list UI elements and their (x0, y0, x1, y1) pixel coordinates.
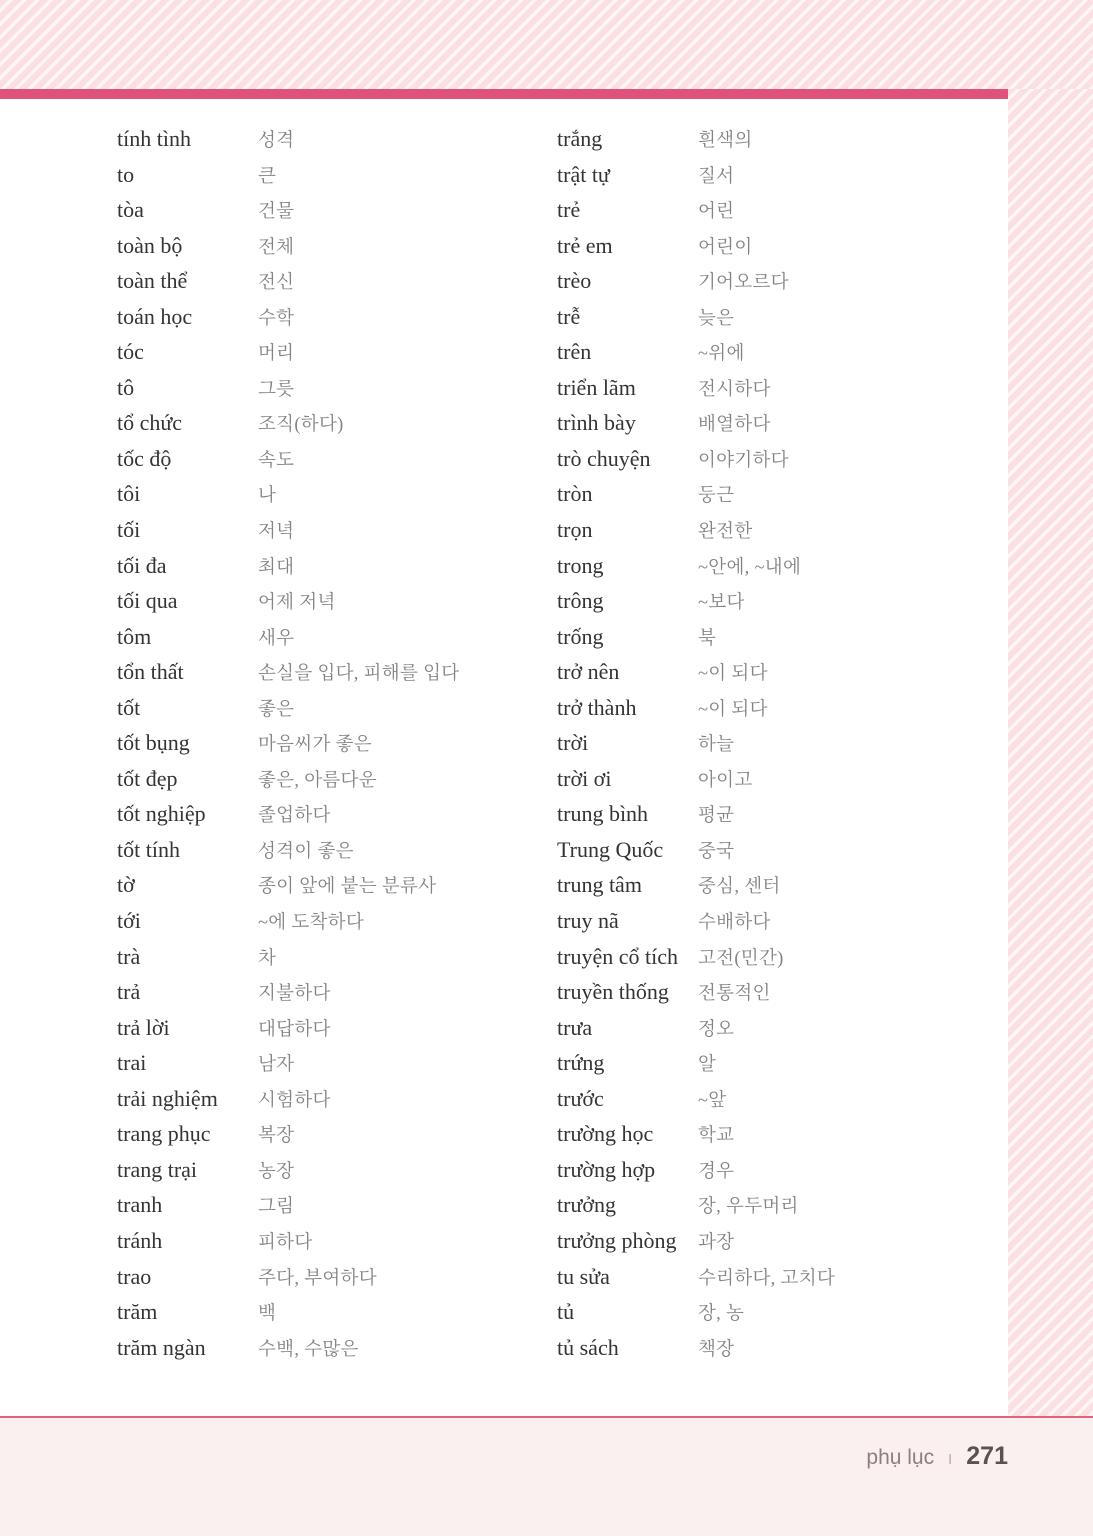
korean-meaning: 흰색의 (698, 131, 753, 151)
korean-meaning: 둥근 (698, 486, 735, 507)
korean-meaning: 배열하다 (698, 415, 771, 436)
glossary-entry (117, 339, 537, 375)
vietnamese-word: tốt nghiệp (117, 801, 206, 827)
vietnamese-word: tôi (117, 481, 141, 507)
korean-meaning: 대답하다 (258, 1019, 331, 1040)
vietnamese-word: trật tự (557, 161, 610, 187)
korean-meaning: 전체 (258, 237, 295, 258)
korean-meaning: 졸업하다 (258, 806, 331, 827)
vietnamese-word: trễ (557, 303, 581, 329)
vietnamese-word: tổ chức (117, 410, 183, 436)
korean-meaning: 지불하다 (258, 984, 331, 1005)
korean-meaning: 나 (258, 486, 277, 507)
korean-meaning: 손실을 입다, 피해를 입다 (258, 664, 460, 685)
glossary-entry (117, 1157, 537, 1193)
korean-meaning: 경우 (698, 1161, 735, 1182)
glossary-entry (557, 1050, 1008, 1086)
korean-meaning: 성격이 좋은 (258, 841, 354, 862)
glossary-entry (557, 197, 1008, 233)
vietnamese-word: tờ (117, 872, 135, 898)
vietnamese-word: trung bình (557, 801, 649, 827)
glossary-entry (117, 197, 537, 233)
glossary-entry (557, 126, 1008, 162)
glossary-entry (557, 695, 1008, 731)
korean-meaning: 속도 (258, 450, 295, 471)
vietnamese-word: trắng (557, 126, 603, 151)
korean-meaning: 정오 (698, 1019, 735, 1040)
korean-meaning: 좋은 (258, 699, 295, 720)
korean-meaning: 큰 (258, 166, 277, 187)
glossary-entry (557, 1086, 1008, 1122)
glossary-entry (557, 375, 1008, 411)
glossary-entry (117, 801, 537, 837)
vietnamese-word: triển lãm (557, 374, 636, 400)
korean-meaning: 중심, 센터 (698, 877, 781, 898)
vietnamese-word: truyện cổ tích (557, 943, 678, 969)
glossary-entry (117, 268, 537, 304)
vietnamese-word: truy nã (557, 908, 619, 934)
footer-text (866, 1442, 1008, 1471)
korean-meaning: ~이 되다 (698, 664, 768, 685)
glossary-entry (117, 1086, 537, 1122)
korean-meaning: 전신 (258, 273, 295, 294)
glossary-entry (557, 410, 1008, 446)
korean-meaning: ~이 되다 (698, 699, 768, 720)
korean-meaning: ~안에, ~내에 (698, 557, 802, 578)
korean-meaning: 수리하다, 고치다 (698, 1268, 836, 1289)
glossary-entry (557, 268, 1008, 304)
vietnamese-word: trường hợp (557, 1156, 656, 1182)
vietnamese-word: trong (557, 552, 604, 578)
korean-meaning: 복장 (258, 1126, 295, 1147)
glossary-entry (557, 908, 1008, 944)
korean-meaning: 기어오르다 (698, 273, 789, 294)
korean-meaning: 수배하다 (698, 913, 771, 934)
vietnamese-word: trao (117, 1263, 152, 1289)
glossary-entry (117, 944, 537, 980)
vietnamese-word: trải nghiệm (117, 1085, 218, 1111)
glossary-entry (117, 233, 537, 269)
top-stripe-band (0, 0, 1093, 89)
korean-meaning: 조직(하다) (258, 415, 344, 436)
vietnamese-word: trở nên (557, 659, 620, 685)
korean-meaning: 장, 농 (698, 1304, 745, 1325)
glossary-entry (557, 446, 1008, 482)
footer-section-label: phụ lục (866, 1446, 935, 1469)
glossary-entry (117, 979, 537, 1015)
glossary-entry (117, 517, 537, 553)
glossary-entry (117, 1228, 537, 1264)
glossary-entry (557, 659, 1008, 695)
glossary-entry (557, 944, 1008, 980)
korean-meaning: 백 (258, 1304, 277, 1325)
vietnamese-word: tóc (117, 339, 144, 365)
korean-meaning: 머리 (258, 344, 295, 365)
vietnamese-word: tốt (117, 694, 141, 720)
korean-meaning: 북 (698, 628, 717, 649)
vietnamese-word: trung tâm (557, 872, 642, 898)
korean-meaning: 마음씨가 좋은 (258, 735, 372, 756)
korean-meaning: 종이 앞에 붙는 분류사 (258, 877, 437, 898)
vietnamese-word: tranh (117, 1192, 163, 1218)
korean-meaning: 그릇 (258, 379, 295, 400)
glossary-entry (557, 1335, 1008, 1371)
glossary-entry (557, 588, 1008, 624)
vietnamese-word: Trung Quốc (557, 836, 664, 862)
page-number: 271 (966, 1442, 1008, 1470)
vietnamese-word: trả (117, 979, 141, 1005)
vietnamese-word: tô (117, 374, 135, 400)
glossary-entry (557, 304, 1008, 340)
vietnamese-word: tới (117, 908, 141, 934)
glossary-entry (117, 162, 537, 198)
korean-meaning: 시험하다 (258, 1090, 331, 1111)
glossary-entry (117, 1299, 537, 1335)
korean-meaning: 최대 (258, 557, 295, 578)
glossary-entry (117, 410, 537, 446)
glossary-entry (557, 553, 1008, 589)
glossary-column-right (557, 126, 1008, 1370)
glossary-entry (117, 730, 537, 766)
vietnamese-word: tròn (557, 481, 593, 507)
glossary-entry (557, 801, 1008, 837)
vietnamese-word: trống (557, 623, 604, 649)
korean-meaning: 어린이 (698, 237, 753, 258)
korean-meaning: 성격 (258, 131, 295, 151)
glossary-entry (557, 162, 1008, 198)
korean-meaning: 저녁 (258, 522, 295, 543)
korean-meaning: 주다, 부여하다 (258, 1268, 377, 1289)
glossary-entry (557, 1264, 1008, 1300)
vietnamese-word: trai (117, 1050, 147, 1076)
glossary-entry (557, 766, 1008, 802)
vietnamese-word: trang trại (117, 1156, 198, 1182)
glossary-entry (117, 659, 537, 695)
glossary-entry (557, 730, 1008, 766)
korean-meaning: 농장 (258, 1161, 295, 1182)
glossary-entry (557, 837, 1008, 873)
vietnamese-word: trẻ em (557, 232, 613, 258)
glossary-entry (117, 446, 537, 482)
vietnamese-word: trở thành (557, 694, 637, 720)
glossary-entry (117, 375, 537, 411)
glossary-entry (117, 872, 537, 908)
korean-meaning: 질서 (698, 166, 735, 187)
korean-meaning: 고전(민간) (698, 948, 784, 969)
vietnamese-word: tốt bụng (117, 730, 190, 756)
vietnamese-word: toàn bộ (117, 232, 183, 258)
korean-meaning: ~에 도착하다 (258, 913, 365, 934)
footer-separator: I (948, 1451, 952, 1468)
korean-meaning: 평균 (698, 806, 735, 827)
korean-meaning: 전통적인 (698, 984, 771, 1005)
korean-meaning: 이야기하다 (698, 450, 789, 471)
korean-meaning: 아이고 (698, 770, 753, 791)
vietnamese-word: tốt tính (117, 836, 180, 862)
korean-meaning: 책장 (698, 1339, 735, 1360)
korean-meaning: 새우 (258, 628, 295, 649)
korean-meaning: 수백, 수많은 (258, 1339, 359, 1360)
glossary-entry (557, 517, 1008, 553)
glossary-entry (117, 1192, 537, 1228)
korean-meaning: 좋은, 아름다운 (258, 770, 377, 791)
korean-meaning: 장, 우두머리 (698, 1197, 799, 1218)
korean-meaning: 건물 (258, 202, 295, 223)
glossary-entry (117, 588, 537, 624)
vietnamese-word: trứng (557, 1050, 605, 1076)
vietnamese-word: trăm ngàn (117, 1334, 206, 1360)
vietnamese-word: tính tình (117, 126, 191, 151)
vietnamese-word: trình bày (557, 410, 636, 436)
korean-meaning: 남자 (258, 1055, 295, 1076)
vietnamese-word: tòa (117, 197, 144, 223)
vietnamese-word: trưởng (557, 1192, 616, 1218)
vietnamese-word: tốc độ (117, 445, 172, 471)
accent-rule (0, 89, 1008, 99)
vietnamese-word: tốt đẹp (117, 765, 178, 791)
vietnamese-word: trường học (557, 1121, 654, 1147)
vietnamese-word: trời ơi (557, 765, 612, 791)
vietnamese-word: trưởng phòng (557, 1227, 677, 1253)
korean-meaning: ~위에 (698, 344, 745, 365)
vietnamese-word: trăm (117, 1299, 158, 1325)
glossary-entry (557, 1299, 1008, 1335)
glossary-entry (117, 695, 537, 731)
vietnamese-word: tủ (557, 1299, 575, 1325)
korean-meaning: 과장 (698, 1232, 735, 1253)
vietnamese-word: tối (117, 517, 141, 543)
footer-band (0, 1418, 1093, 1536)
glossary-entry (117, 837, 537, 873)
vietnamese-word: tủ sách (557, 1334, 619, 1360)
glossary-entry (117, 1050, 537, 1086)
vietnamese-word: trà (117, 943, 141, 969)
vietnamese-word: trèo (557, 268, 592, 294)
glossary-entry (117, 481, 537, 517)
vietnamese-word: tối qua (117, 588, 178, 614)
vietnamese-word: trọn (557, 517, 593, 543)
korean-meaning: 피하다 (258, 1232, 313, 1253)
vietnamese-word: tránh (117, 1227, 163, 1253)
korean-meaning: 늦은 (698, 308, 735, 329)
vietnamese-word: trưa (557, 1014, 593, 1040)
korean-meaning: ~보다 (698, 593, 745, 614)
glossary-entry (117, 126, 537, 162)
vietnamese-word: toàn thể (117, 268, 188, 294)
vietnamese-word: tối đa (117, 552, 167, 578)
korean-meaning: 알 (698, 1055, 717, 1076)
glossary-entry (557, 1157, 1008, 1193)
glossary-column-left (117, 126, 537, 1370)
korean-meaning: 전시하다 (698, 379, 771, 400)
glossary-entry (117, 1335, 537, 1371)
glossary-entry (557, 233, 1008, 269)
glossary-entry (557, 1015, 1008, 1051)
glossary-entry (117, 304, 537, 340)
korean-meaning: 그림 (258, 1197, 295, 1218)
korean-meaning: 차 (258, 948, 277, 969)
vietnamese-word: trên (557, 339, 592, 365)
vietnamese-word: tôm (117, 623, 152, 649)
vietnamese-word: to (117, 161, 135, 187)
vietnamese-word: trẻ (557, 197, 581, 223)
korean-meaning: 어제 저녁 (258, 593, 336, 614)
glossary-entry (557, 339, 1008, 375)
glossary-entry (117, 624, 537, 660)
vietnamese-word: trước (557, 1085, 604, 1111)
vietnamese-word: trò chuyện (557, 445, 651, 471)
korean-meaning: 완전한 (698, 522, 753, 543)
vietnamese-word: toán học (117, 303, 193, 329)
vietnamese-word: tu sửa (557, 1263, 610, 1289)
glossary-entry (557, 1121, 1008, 1157)
korean-meaning: 어린 (698, 202, 735, 223)
korean-meaning: 학교 (698, 1126, 735, 1147)
glossary-entry (557, 1192, 1008, 1228)
korean-meaning: 수학 (258, 308, 295, 329)
korean-meaning: ~앞 (698, 1090, 727, 1111)
right-stripe-band (1008, 89, 1093, 1416)
glossary-entry (117, 553, 537, 589)
vietnamese-word: truyền thống (557, 979, 669, 1005)
vietnamese-word: trả lời (117, 1014, 170, 1040)
vietnamese-word: trang phục (117, 1121, 211, 1147)
glossary-entry (557, 624, 1008, 660)
glossary-entry (557, 872, 1008, 908)
vietnamese-word: trông (557, 588, 604, 614)
korean-meaning: 중국 (698, 841, 735, 862)
glossary-entry (117, 1015, 537, 1051)
glossary-entry (557, 979, 1008, 1015)
korean-meaning: 하늘 (698, 735, 735, 756)
glossary-entry (117, 908, 537, 944)
glossary-entry (117, 766, 537, 802)
glossary-entry (117, 1121, 537, 1157)
vietnamese-word: trời (557, 730, 589, 756)
glossary-entry (557, 1228, 1008, 1264)
glossary-entry (557, 481, 1008, 517)
vietnamese-word: tổn thất (117, 659, 184, 685)
glossary-entry (117, 1264, 537, 1300)
